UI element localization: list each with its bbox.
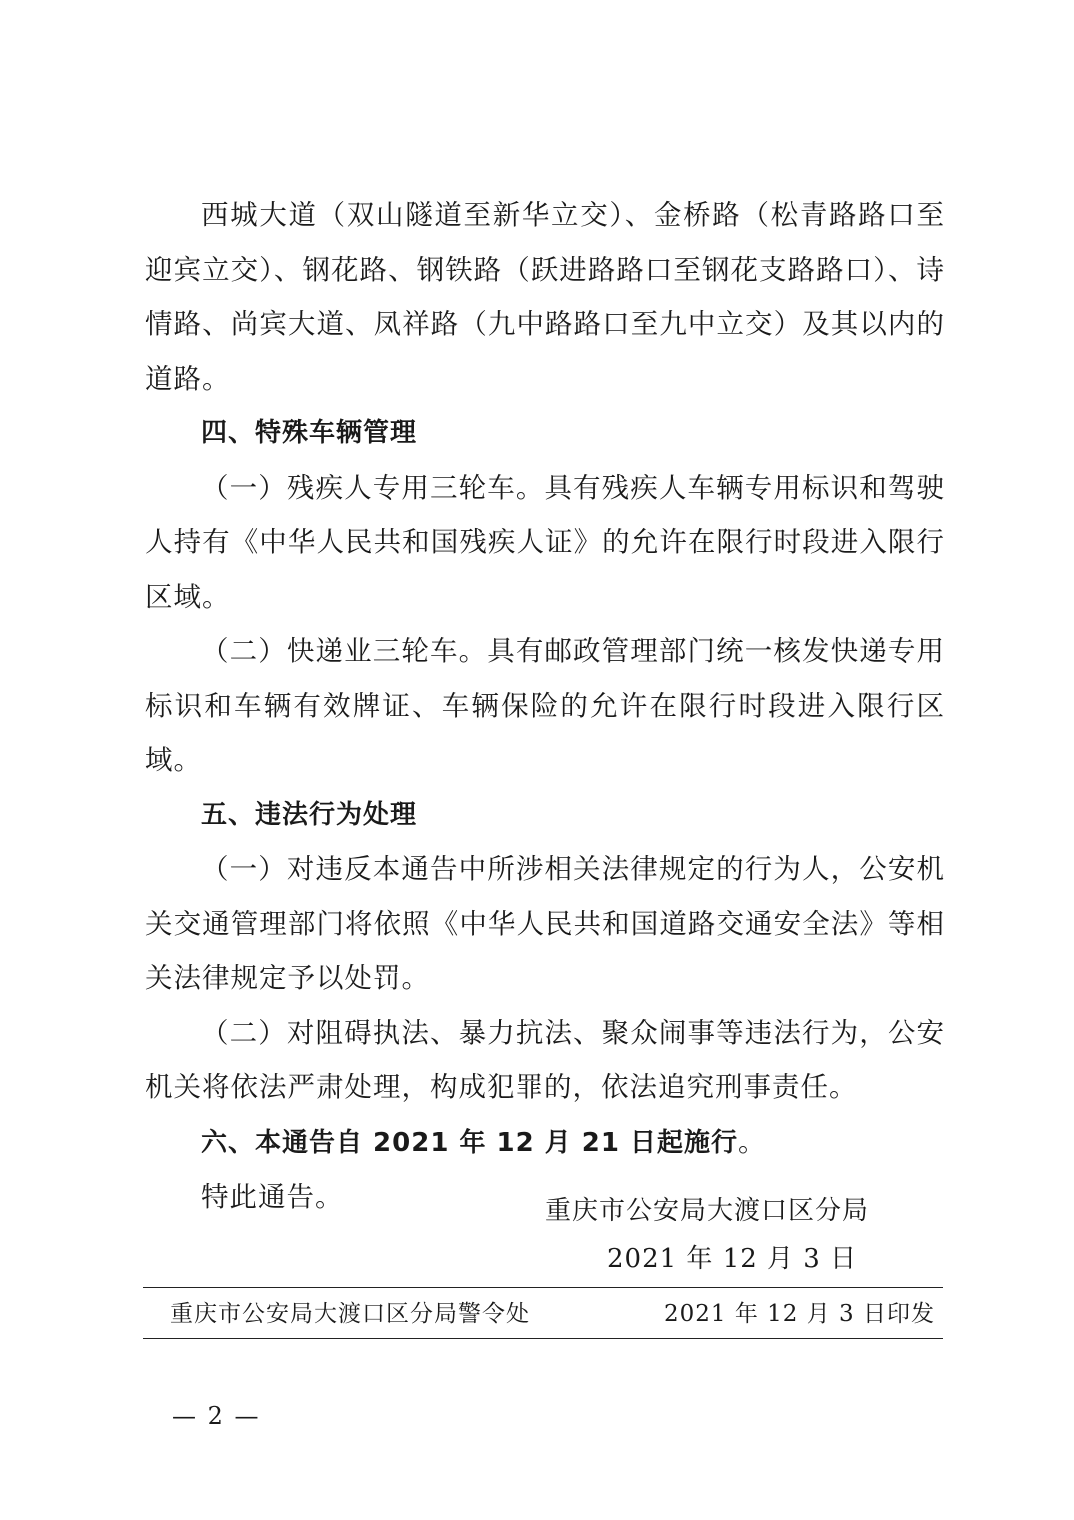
signature-date: 2021 年 12 月 3 日 xyxy=(607,1244,858,1274)
signature-organization: 重庆市公安局大渡口区分局 xyxy=(545,1196,870,1226)
paragraph-express-tricycles: （二）快递业三轮车。具有邮政管理部门统一核发快递专用标识和车辆有效牌证、车辆保险的允许在限行时段进入限行区域。 xyxy=(145,635,945,776)
paragraph-road-boundary: 西城大道（双山隧道至新华立交）、金桥路（松青路路口至迎宾立交）、钢花路、钢铁路（跃进路路口至钢花支路路口）、诗情路、尚宾大道、凤祥路（九中路路口至九中立交）及其以内的道路。 xyxy=(145,199,945,395)
footer-bottom-rule xyxy=(143,1338,943,1339)
closing-phrase: 特此通告。 xyxy=(201,1181,344,1213)
paragraph-disabled-tricycles: （一）残疾人专用三轮车。具有残疾人车辆专用标识和驾驶人持有《中华人民共和国残疾人证》的允许在限行时段进入限行区域。 xyxy=(145,471,945,613)
footer-print-date: 2021 年 12 月 3 日印发 xyxy=(664,1301,935,1327)
footer-issuer: 重庆市公安局大渡口区分局警令处 xyxy=(170,1301,530,1327)
footer-top-rule xyxy=(143,1287,943,1288)
effective-date-bold: 六、本通告自 2021 年 12 月 21 日起施行 xyxy=(201,1127,739,1158)
heading-violation-handling: 五、违法行为处理 xyxy=(201,799,418,830)
paragraph-criminal-liability: （二）对阻碍执法、暴力抗法、聚众闹事等违法行为，公安机关将依法严肃处理，构成犯罪的，依法追究刑事责任。 xyxy=(145,1016,945,1103)
paragraph-penalties: （一）对违反本通告中所涉相关法律规定的行为人，公安机关交通管理部门将依照《中华人民共和国道路交通安全法》等相关法律规定予以处罚。 xyxy=(145,853,945,994)
document-body xyxy=(145,188,945,1225)
effective-date-tail: 。 xyxy=(738,1125,767,1158)
page-number: — 2 — xyxy=(172,1402,261,1430)
effective-date-notice xyxy=(145,1115,945,1171)
heading-special-vehicles: 四、特殊车辆管理 xyxy=(201,418,418,448)
